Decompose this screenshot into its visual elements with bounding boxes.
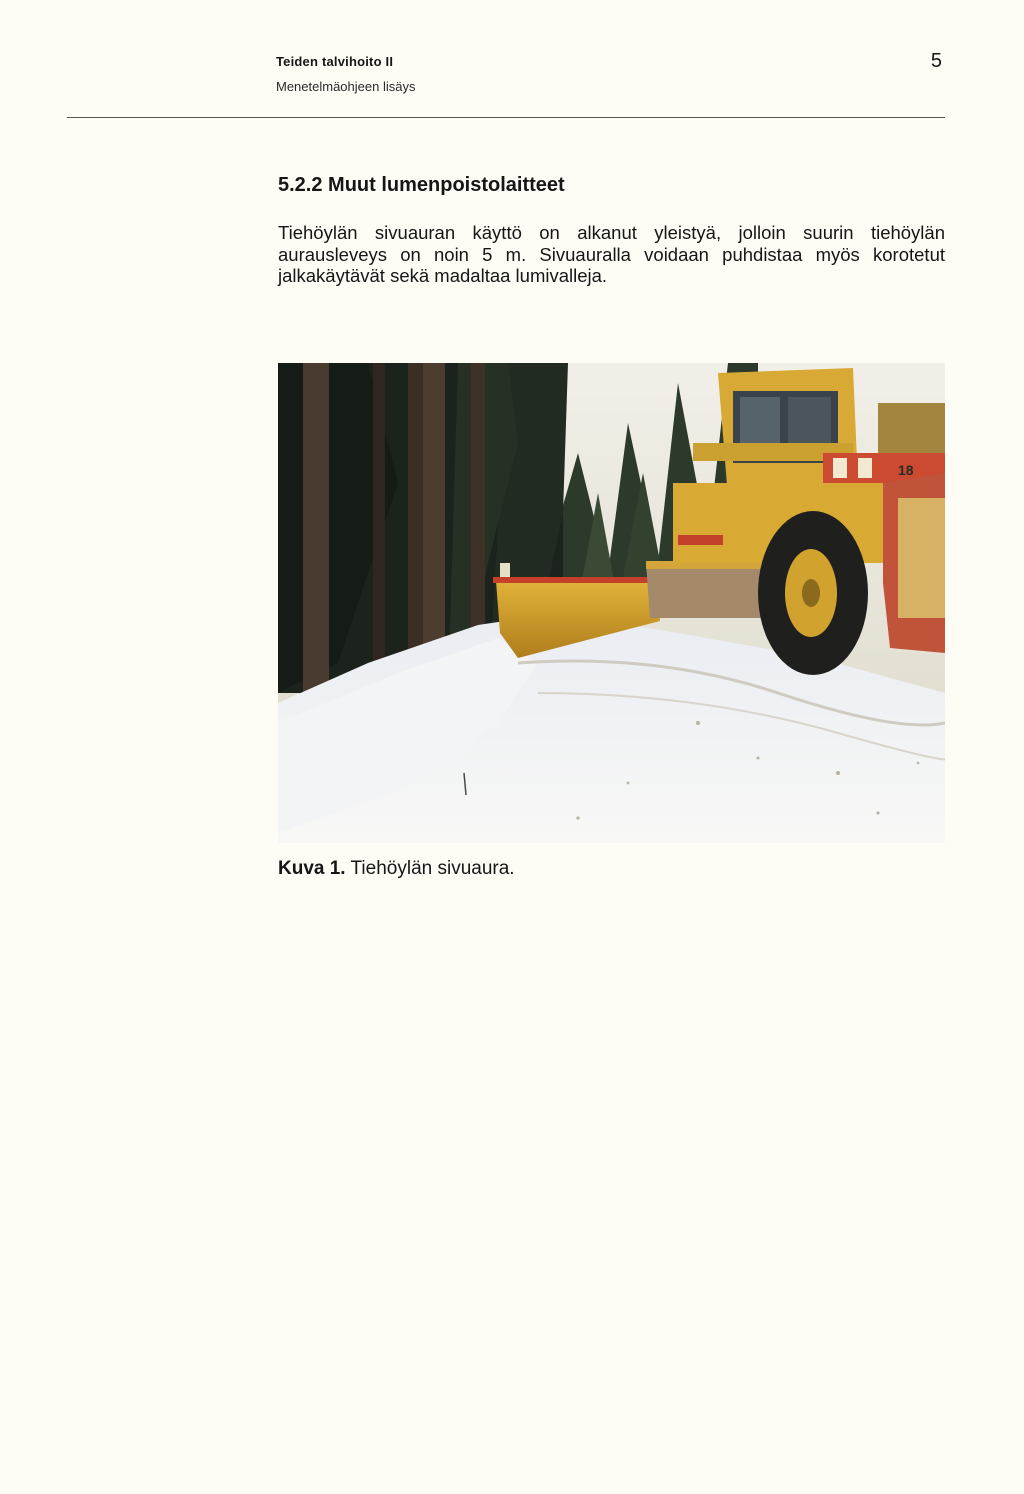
body-paragraph: Tiehöylän sivuauran käyttö on alkanut yleistyä, jolloin suurin tiehöylän aurausleveys on noin 5 m. Sivuauralla voidaan puhdistaa myös korotetut jalkakäytävät sekä madaltaa lumivalleja. (278, 222, 945, 286)
figure-caption (278, 858, 515, 880)
page-number: 5 (930, 50, 942, 72)
section-heading: 5.2.2 Muut lumenpoistolaitteet (278, 174, 565, 196)
vehicle-number: 18 (898, 462, 914, 478)
header-subtitle: Menetelmäohjeen lisäys (276, 79, 416, 94)
header-rule (67, 117, 945, 118)
rear-tire (758, 511, 868, 675)
header-title: Teiden talvihoito II (276, 54, 394, 69)
caption-number: Kuva 1. (278, 858, 346, 879)
figure-photo (278, 363, 945, 843)
caption-text: Tiehöylän sivuaura. (345, 858, 515, 879)
